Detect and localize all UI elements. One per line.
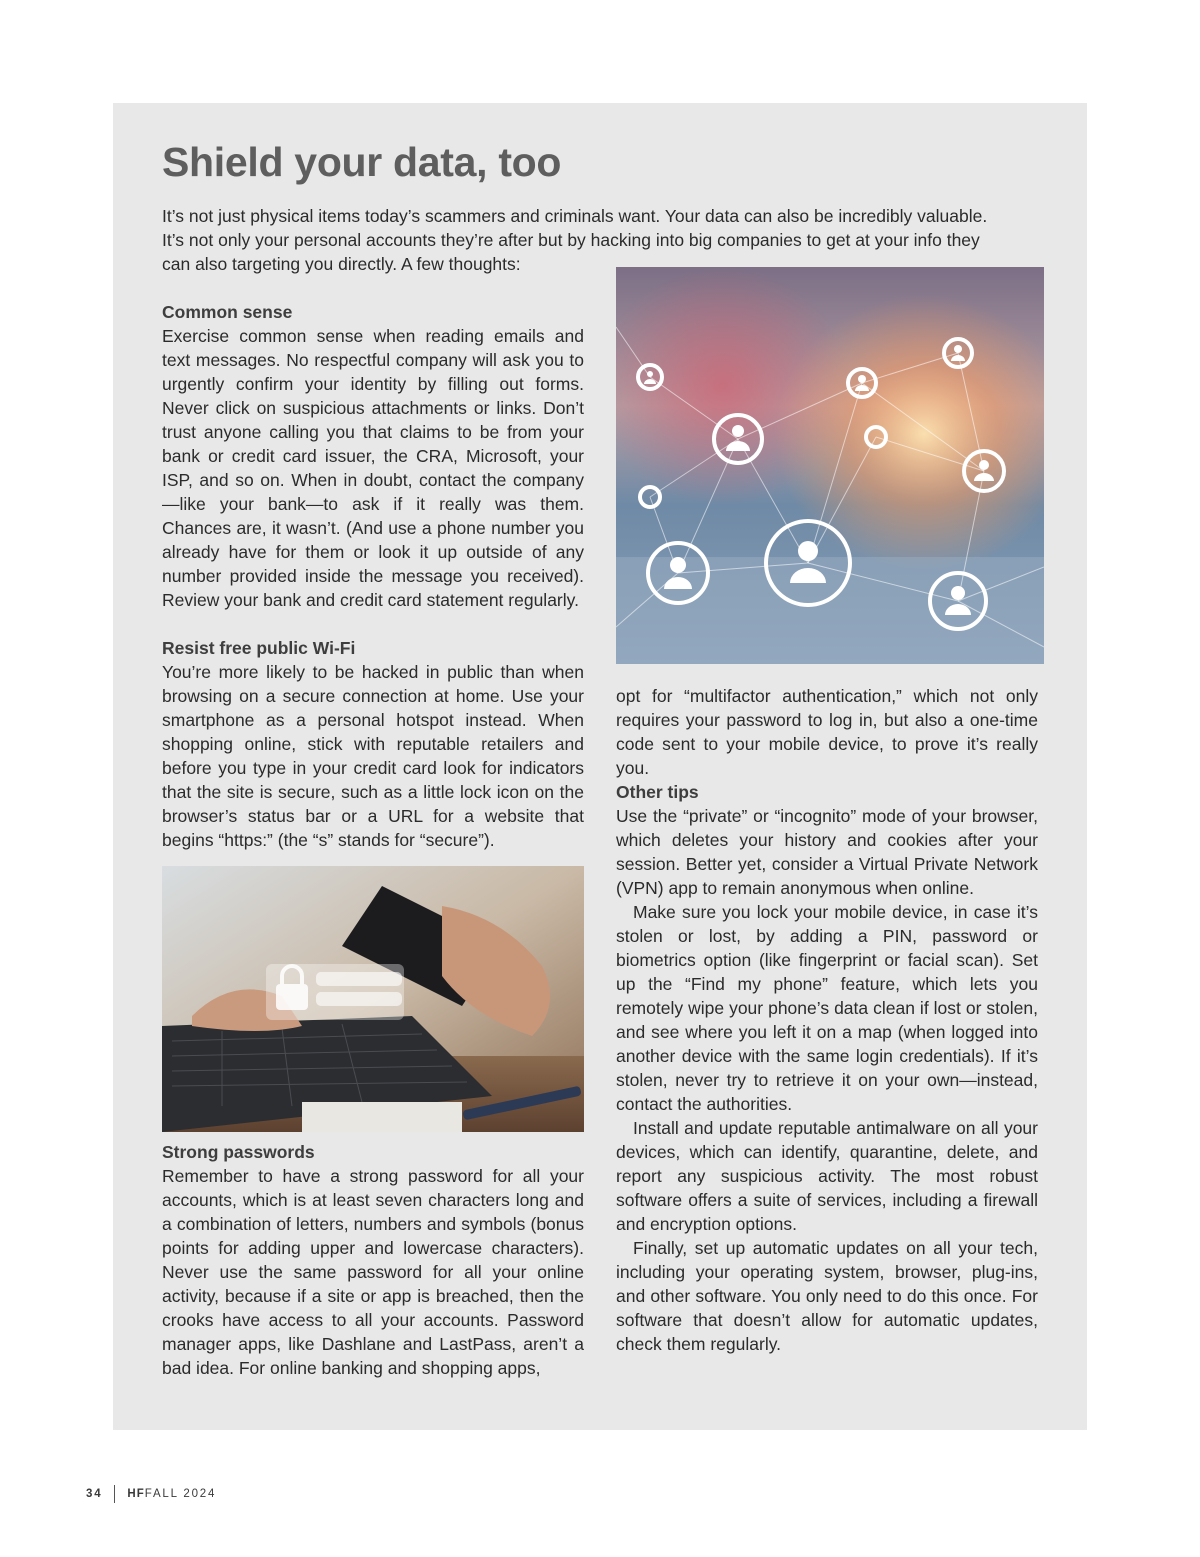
section-common-sense bbox=[162, 300, 584, 612]
section-heading: Resist free public Wi-Fi bbox=[162, 638, 356, 658]
intro-line: It’s not just physical items today’s scammers and criminals want. Your data can also be incredibly valuable. bbox=[162, 206, 988, 226]
section-other-tips bbox=[616, 780, 1038, 1356]
section-strong-passwords bbox=[162, 1140, 584, 1380]
section-public-wifi bbox=[162, 636, 584, 852]
footer-divider bbox=[114, 1485, 115, 1503]
section-body: You’re more likely to be hacked in public than when browsing on a secure connection at home. Use your smartphone as a personal hotspot instead. When shopping online, stick with reputable retailers and before you type in your credit card look for indicators that the site is secure, such as a little lock icon on the browser’s status bar or a URL for a website that begins “https:” (the “s” stands for “secure”). bbox=[162, 662, 584, 850]
section-paragraph: Use the “private” or “incognito” mode of your browser, which deletes your history and cookies after your session. Better yet, consider a Virtual Private Network (VPN) app to remain anonymous when online. bbox=[616, 806, 1038, 898]
section-heading: Strong passwords bbox=[162, 1142, 315, 1162]
page-number: 34 bbox=[86, 1488, 103, 1500]
issue-label: FALL 2024 bbox=[144, 1488, 217, 1500]
intro-line: It’s not only your personal accounts they’re after but by hacking into big companies to get at your info they bbox=[162, 230, 980, 250]
page-footer bbox=[86, 1484, 216, 1504]
section-body: Exercise common sense when reading emails and text messages. No respectful company will ask you to urgently confirm your identity by filling out forms. Never click on suspicious attachments or links. Don’t trust anyone calling you that claims to be from your bank or credit card issuer, the CRA, Microsoft, your ISP, and so on. When in doubt, contact the company—like your bank—to ask if it really was them. Chances are, it wasn’t. (And use a phone number you already have for them or look it up outside of any number provided inside the message you received). Review your bank and credit card statement regularly. bbox=[162, 326, 584, 610]
people-network-image bbox=[616, 267, 1044, 664]
article-title: Shield your data, too bbox=[162, 139, 562, 185]
laptop-lock-icon bbox=[162, 866, 584, 1132]
magazine-name: HF bbox=[127, 1488, 145, 1500]
section-body-continued: opt for “multifactor authentication,” which not only requires your password to log in, but also a one-time code sent to your mobile device, to prove it’s really you. bbox=[616, 686, 1038, 778]
people-network-icon bbox=[616, 267, 1044, 664]
section-paragraph: Make sure you lock your mobile device, in case it’s stolen or lost, by adding a PIN, password or biometrics option (like fingerprint or facial scan). Set up the “Find my phone” feature, which lets you remotely wipe your phone’s data clean if lost or stolen, and see where you left it on a map (when logged into another device with the same login credentials). If it’s stolen, never try to retrieve it on your own—instead, contact the authorities. bbox=[616, 902, 1038, 1114]
section-heading: Other tips bbox=[616, 782, 699, 802]
section-body: Remember to have a strong password for all your accounts, which is at least seven characters long and a combination of letters, numbers and symbols (bonus points for adding upper and lowercase characters). Never use the same password for all your online activity, because if a site or app is breached, then the crooks have access to all your accounts. Password manager apps, like Dashlane and LastPass, aren’t a bad idea. For online banking and shopping apps, bbox=[162, 1166, 584, 1378]
intro-line: can also targeting you directly. A few thoughts: bbox=[162, 254, 521, 274]
section-paragraph: Finally, set up automatic updates on all your tech, including your operating system, browser, plug-ins, and other software. You only need to do this once. For software that doesn’t allow for automatic updates, check them regularly. bbox=[616, 1238, 1038, 1354]
intro-paragraph bbox=[162, 204, 1042, 276]
section-heading: Common sense bbox=[162, 302, 293, 322]
section-paragraph: Install and update reputable antimalware on all your devices, which can identify, quarantine, delete, and report any suspicious activity. The most robust software offers a suite of services, including a firewall and encryption options. bbox=[616, 1118, 1038, 1234]
laptop-security-image bbox=[162, 866, 584, 1132]
section-passwords-continued bbox=[616, 684, 1038, 780]
